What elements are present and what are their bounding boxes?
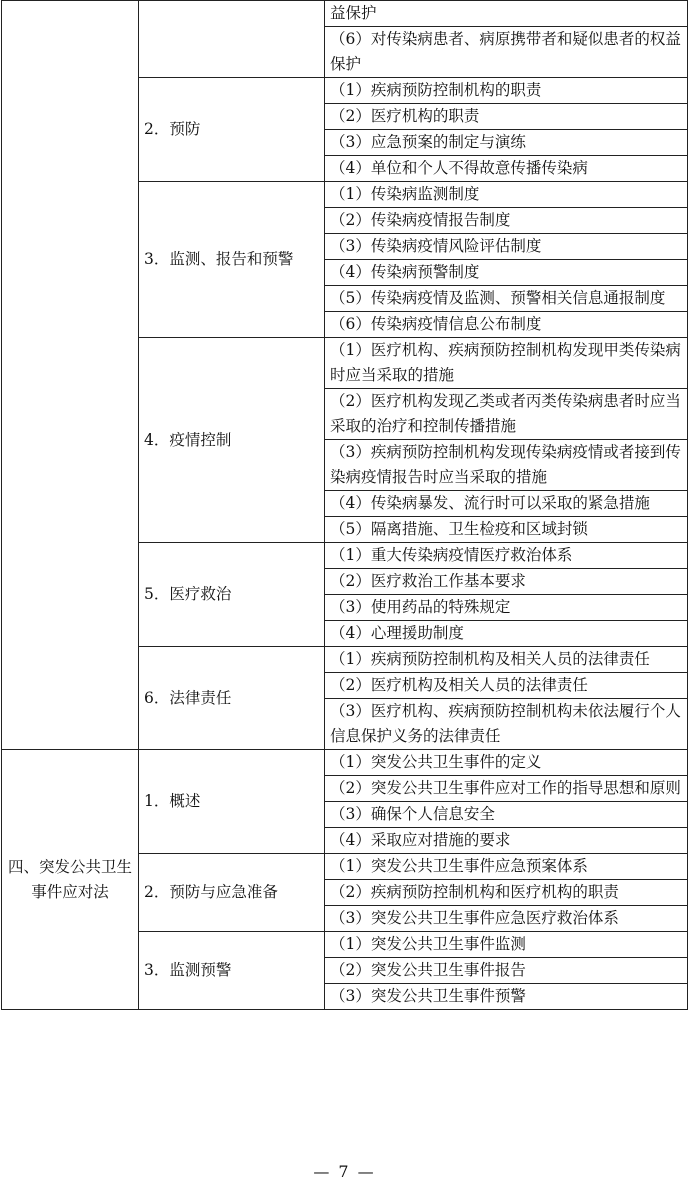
outline-item-cell: （4）传染病预警制度 — [325, 260, 688, 286]
outline-item-cell: （4）传染病暴发、流行时可以采取的紧急措施 — [325, 491, 688, 517]
page-number: — 7 — — [313, 1162, 376, 1181]
outline-table-body — [2, 1, 688, 1010]
outline-item-cell: （3）医疗机构、疾病预防控制机构未依法履行个人信息保护义务的法律责任 — [325, 699, 688, 750]
subsection-title-cell: 4．疫情控制 — [139, 338, 325, 543]
subsection-title-cell: 3．监测预警 — [139, 932, 325, 1010]
outline-item-cell: （3）确保个人信息安全 — [325, 802, 688, 828]
outline-item-cell: （3）突发公共卫生事件应急医疗救治体系 — [325, 906, 688, 932]
outline-item-cell: （5）隔离措施、卫生检疫和区域封锁 — [325, 517, 688, 543]
outline-table — [1, 0, 688, 1010]
subsection-title-cell: 3．监测、报告和预警 — [139, 182, 325, 338]
subsection-title-cell: 5．医疗救治 — [139, 543, 325, 647]
outline-item-cell: （6）传染病疫情信息公布制度 — [325, 312, 688, 338]
outline-item-cell: （4）心理援助制度 — [325, 621, 688, 647]
outline-item-cell: （1）疾病预防控制机构及相关人员的法律责任 — [325, 647, 688, 673]
outline-item-cell: （2）传染病疫情报告制度 — [325, 208, 688, 234]
subsection-title-cell: 1．概述 — [139, 750, 325, 854]
section-title-cell — [2, 1, 139, 750]
outline-item-cell: （3）使用药品的特殊规定 — [325, 595, 688, 621]
outline-item-cell: （4）采取应对措施的要求 — [325, 828, 688, 854]
outline-item-cell: 益保护 — [325, 1, 688, 27]
subsection-title-cell: 2．预防与应急准备 — [139, 854, 325, 932]
outline-item-cell: （2）医疗救治工作基本要求 — [325, 569, 688, 595]
outline-item-cell: （2）医疗机构的职责 — [325, 104, 688, 130]
table-row — [2, 750, 688, 776]
outline-item-cell: （3）疾病预防控制机构发现传染病疫情或者接到传染病疫情报告时应当采取的措施 — [325, 440, 688, 491]
outline-item-cell: （1）突发公共卫生事件的定义 — [325, 750, 688, 776]
outline-item-cell: （5）传染病疫情及监测、预警相关信息通报制度 — [325, 286, 688, 312]
outline-item-cell: （3）传染病疫情风险评估制度 — [325, 234, 688, 260]
outline-item-cell: （2）突发公共卫生事件应对工作的指导思想和原则 — [325, 776, 688, 802]
outline-item-cell: （2）医疗机构发现乙类或者丙类传染病患者时应当采取的治疗和控制传播措施 — [325, 389, 688, 440]
outline-item-cell: （3）突发公共卫生事件预警 — [325, 984, 688, 1010]
outline-item-cell: （1）疾病预防控制机构的职责 — [325, 78, 688, 104]
outline-item-cell: （1）传染病监测制度 — [325, 182, 688, 208]
outline-item-cell: （6）对传染病患者、病原携带者和疑似患者的权益保护 — [325, 27, 688, 78]
subsection-title-cell: 2．预防 — [139, 78, 325, 182]
outline-item-cell: （1）重大传染病疫情医疗救治体系 — [325, 543, 688, 569]
subsection-title-cell: 6．法律责任 — [139, 647, 325, 750]
outline-item-cell: （1）突发公共卫生事件应急预案体系 — [325, 854, 688, 880]
section-title-cell: 四、突发公共卫生事件应对法 — [2, 750, 139, 1010]
outline-item-cell: （2）疾病预防控制机构和医疗机构的职责 — [325, 880, 688, 906]
outline-item-cell: （3）应急预案的制定与演练 — [325, 130, 688, 156]
outline-item-cell: （2）医疗机构及相关人员的法律责任 — [325, 673, 688, 699]
outline-item-cell: （4）单位和个人不得故意传播传染病 — [325, 156, 688, 182]
subsection-title-cell — [139, 1, 325, 78]
outline-item-cell: （1）医疗机构、疾病预防控制机构发现甲类传染病时应当采取的措施 — [325, 338, 688, 389]
outline-item-cell: （2）突发公共卫生事件报告 — [325, 958, 688, 984]
outline-item-cell: （1）突发公共卫生事件监测 — [325, 932, 688, 958]
table-row — [2, 1, 688, 27]
